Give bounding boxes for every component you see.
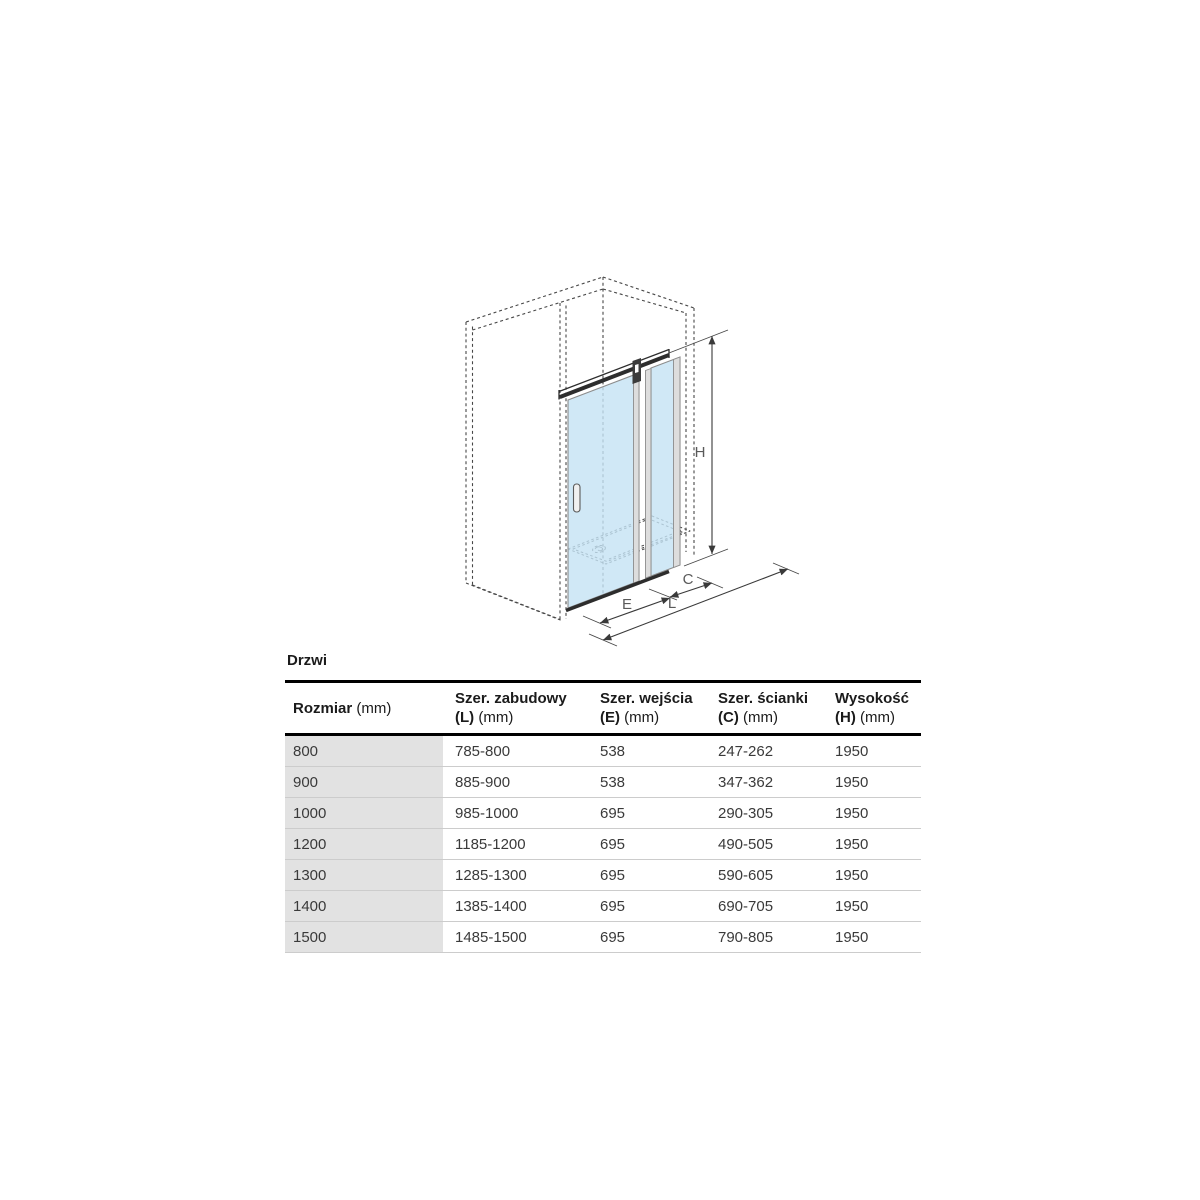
cell-zabudowy: 1385-1400 (443, 891, 590, 922)
cell-wejscia: 695 (590, 922, 710, 953)
table-row (285, 735, 921, 767)
dimension-label-c: C (682, 571, 694, 588)
cell-zabudowy: 785-800 (443, 735, 590, 767)
cell-wysokosc: 1950 (828, 922, 921, 953)
cell-scianki: 690-705 (710, 891, 828, 922)
cell-rozmiar: 1000 (285, 798, 443, 829)
cell-wysokosc: 1950 (828, 798, 921, 829)
glass-panels (568, 357, 680, 608)
cell-wysokosc: 1950 (828, 860, 921, 891)
cell-wejscia: 695 (590, 891, 710, 922)
dimension-label-h: H (694, 444, 706, 461)
cell-rozmiar: 800 (285, 735, 443, 767)
col-header-szer-zabudowy: Szer. zabudowy (L) (mm) (443, 682, 590, 735)
table-row (285, 798, 921, 829)
frame-stile (634, 373, 640, 583)
frame-stile (646, 369, 652, 579)
table-row (285, 767, 921, 798)
table-row (285, 860, 921, 891)
cell-zabudowy: 1485-1500 (443, 922, 590, 953)
dimension-c (670, 571, 723, 597)
frame-stile (674, 357, 681, 568)
cell-rozmiar: 1400 (285, 891, 443, 922)
cell-scianki: 490-505 (710, 829, 828, 860)
cell-wejscia: 538 (590, 735, 710, 767)
table-row (285, 922, 921, 953)
cell-rozmiar: 1300 (285, 860, 443, 891)
col-header-szer-wejscia: Szer. wejścia (E) (mm) (590, 682, 710, 735)
cell-rozmiar: 1200 (285, 829, 443, 860)
cell-wejscia: 695 (590, 829, 710, 860)
dimension-label-e: E (621, 596, 633, 613)
col-header-szer-scianki: Szer. ścianki (C) (mm) (710, 682, 828, 735)
cell-rozmiar: 1500 (285, 922, 443, 953)
table-title: Drzwi (287, 652, 328, 669)
cell-scianki: 590-605 (710, 860, 828, 891)
cell-zabudowy: 885-900 (443, 767, 590, 798)
cell-wysokosc: 1950 (828, 735, 921, 767)
cell-scianki: 247-262 (710, 735, 828, 767)
cell-wejscia: 695 (590, 860, 710, 891)
spec-table-section (285, 652, 925, 953)
cell-wysokosc: 1950 (828, 891, 921, 922)
dimension-label-l: L (667, 595, 677, 612)
roller-bracket (633, 358, 642, 384)
door-handle (574, 484, 581, 512)
cell-scianki: 290-305 (710, 798, 828, 829)
cell-wejscia: 538 (590, 767, 710, 798)
dimensions-table (285, 680, 921, 953)
col-header-rozmiar: Rozmiar (mm) (285, 682, 443, 735)
cell-zabudowy: 1185-1200 (443, 829, 590, 860)
table-row (285, 829, 921, 860)
cell-scianki: 790-805 (710, 922, 828, 953)
cell-wysokosc: 1950 (828, 829, 921, 860)
cell-scianki: 347-362 (710, 767, 828, 798)
cell-wysokosc: 1950 (828, 767, 921, 798)
cell-zabudowy: 985-1000 (443, 798, 590, 829)
cell-rozmiar: 900 (285, 767, 443, 798)
cell-wejscia: 695 (590, 798, 710, 829)
table-header (285, 682, 921, 735)
table-row (285, 891, 921, 922)
cell-zabudowy: 1285-1300 (443, 860, 590, 891)
col-header-wysokosc: Wysokość (H) (mm) (828, 682, 921, 735)
